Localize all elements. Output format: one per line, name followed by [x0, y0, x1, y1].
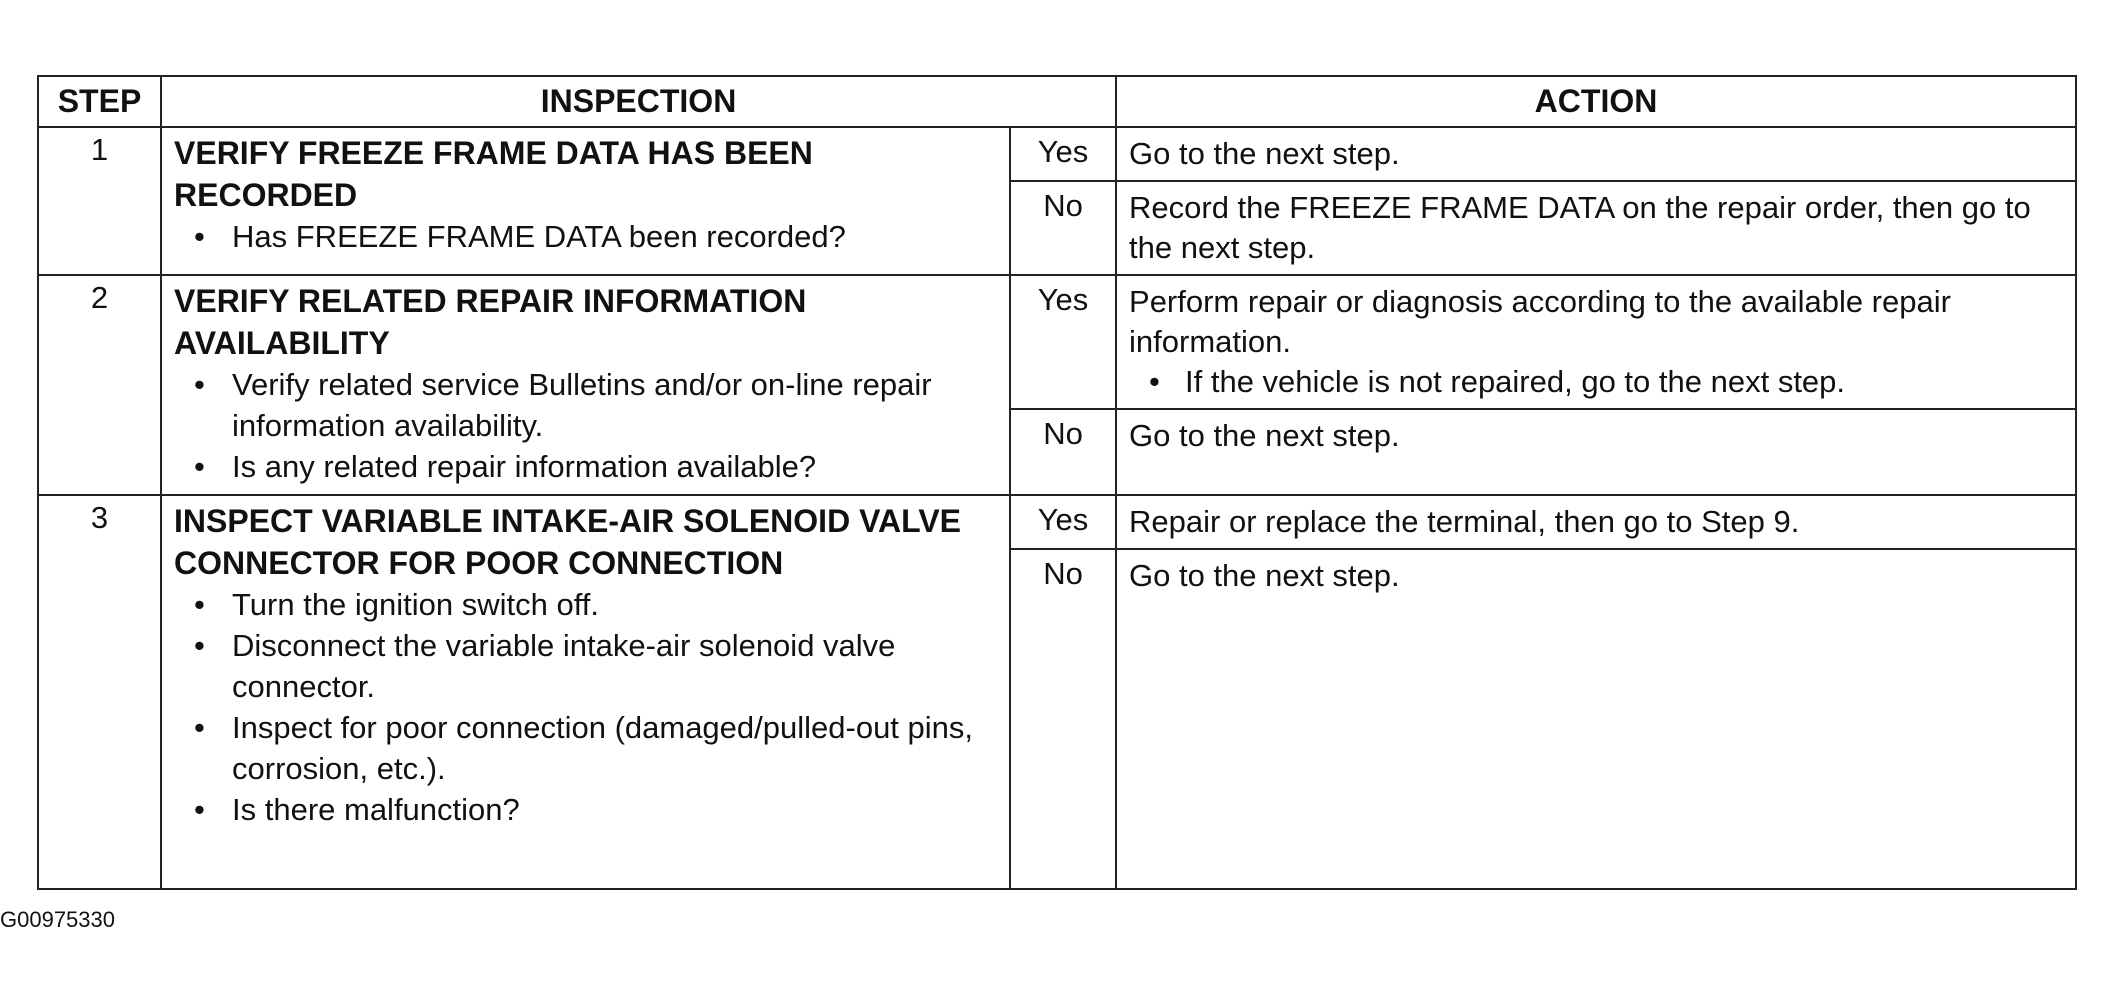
no-label: No: [1010, 181, 1116, 275]
inspection-bullet: • Inspect for poor connection (damaged/pulled-out pins, corrosion, etc.).: [232, 707, 999, 789]
inspection-cell: [161, 127, 1010, 275]
diagnostic-procedure-table: [37, 75, 2077, 890]
inspection-bullet-list: [174, 584, 999, 830]
inspection-bullet: • Is any related repair information available?: [232, 446, 999, 487]
action-bullet-list: [1129, 362, 2063, 402]
table-row: [38, 275, 2076, 409]
yes-action: Repair or replace the terminal, then go to Step 9.: [1116, 495, 2076, 549]
inspection-bullet-list: [174, 216, 999, 257]
table-header-row: [38, 76, 2076, 127]
step-column-header: STEP: [38, 76, 161, 127]
yes-label: Yes: [1010, 275, 1116, 409]
step-number: 2: [38, 275, 161, 495]
inspection-cell: [161, 275, 1010, 495]
step-number: 3: [38, 495, 161, 889]
step-number: 1: [38, 127, 161, 275]
inspection-bullet: • Has FREEZE FRAME DATA been recorded?: [232, 216, 999, 257]
no-label: No: [1010, 409, 1116, 495]
yes-label: Yes: [1010, 127, 1116, 181]
inspection-bullet: • Disconnect the variable intake-air solenoid valve connector.: [232, 625, 999, 707]
inspection-title: INSPECT VARIABLE INTAKE-AIR SOLENOID VALVE CONNECTOR FOR POOR CONNECTION: [174, 503, 961, 581]
inspection-bullet: • Verify related service Bulletins and/or on-line repair information availability.: [232, 364, 999, 446]
inspection-title: VERIFY RELATED REPAIR INFORMATION AVAILABILITY: [174, 283, 807, 361]
yes-label: Yes: [1010, 495, 1116, 549]
table-row: [38, 495, 2076, 549]
inspection-title: VERIFY FREEZE FRAME DATA HAS BEEN RECORDED: [174, 135, 813, 213]
table-row: [38, 127, 2076, 181]
yes-action: Perform repair or diagnosis according to the available repair information.: [1129, 284, 1951, 359]
no-label: No: [1010, 549, 1116, 889]
inspection-cell: [161, 495, 1010, 889]
no-action: Record the FREEZE FRAME DATA on the repair order, then go to the next step.: [1116, 181, 2076, 275]
action-bullet: • If the vehicle is not repaired, go to the next step.: [1185, 362, 2063, 402]
action-column-header: ACTION: [1116, 76, 2076, 127]
inspection-bullet: • Is there malfunction?: [232, 789, 999, 830]
yes-action: Go to the next step.: [1116, 127, 2076, 181]
figure-id: G00975330: [0, 907, 115, 932]
inspection-bullet: • Turn the ignition switch off.: [232, 584, 999, 625]
no-action: Go to the next step.: [1116, 549, 2076, 889]
no-action: Go to the next step.: [1116, 409, 2076, 495]
inspection-column-header: INSPECTION: [161, 76, 1116, 127]
inspection-bullet-list: [174, 364, 999, 487]
yes-action-cell: [1116, 275, 2076, 409]
